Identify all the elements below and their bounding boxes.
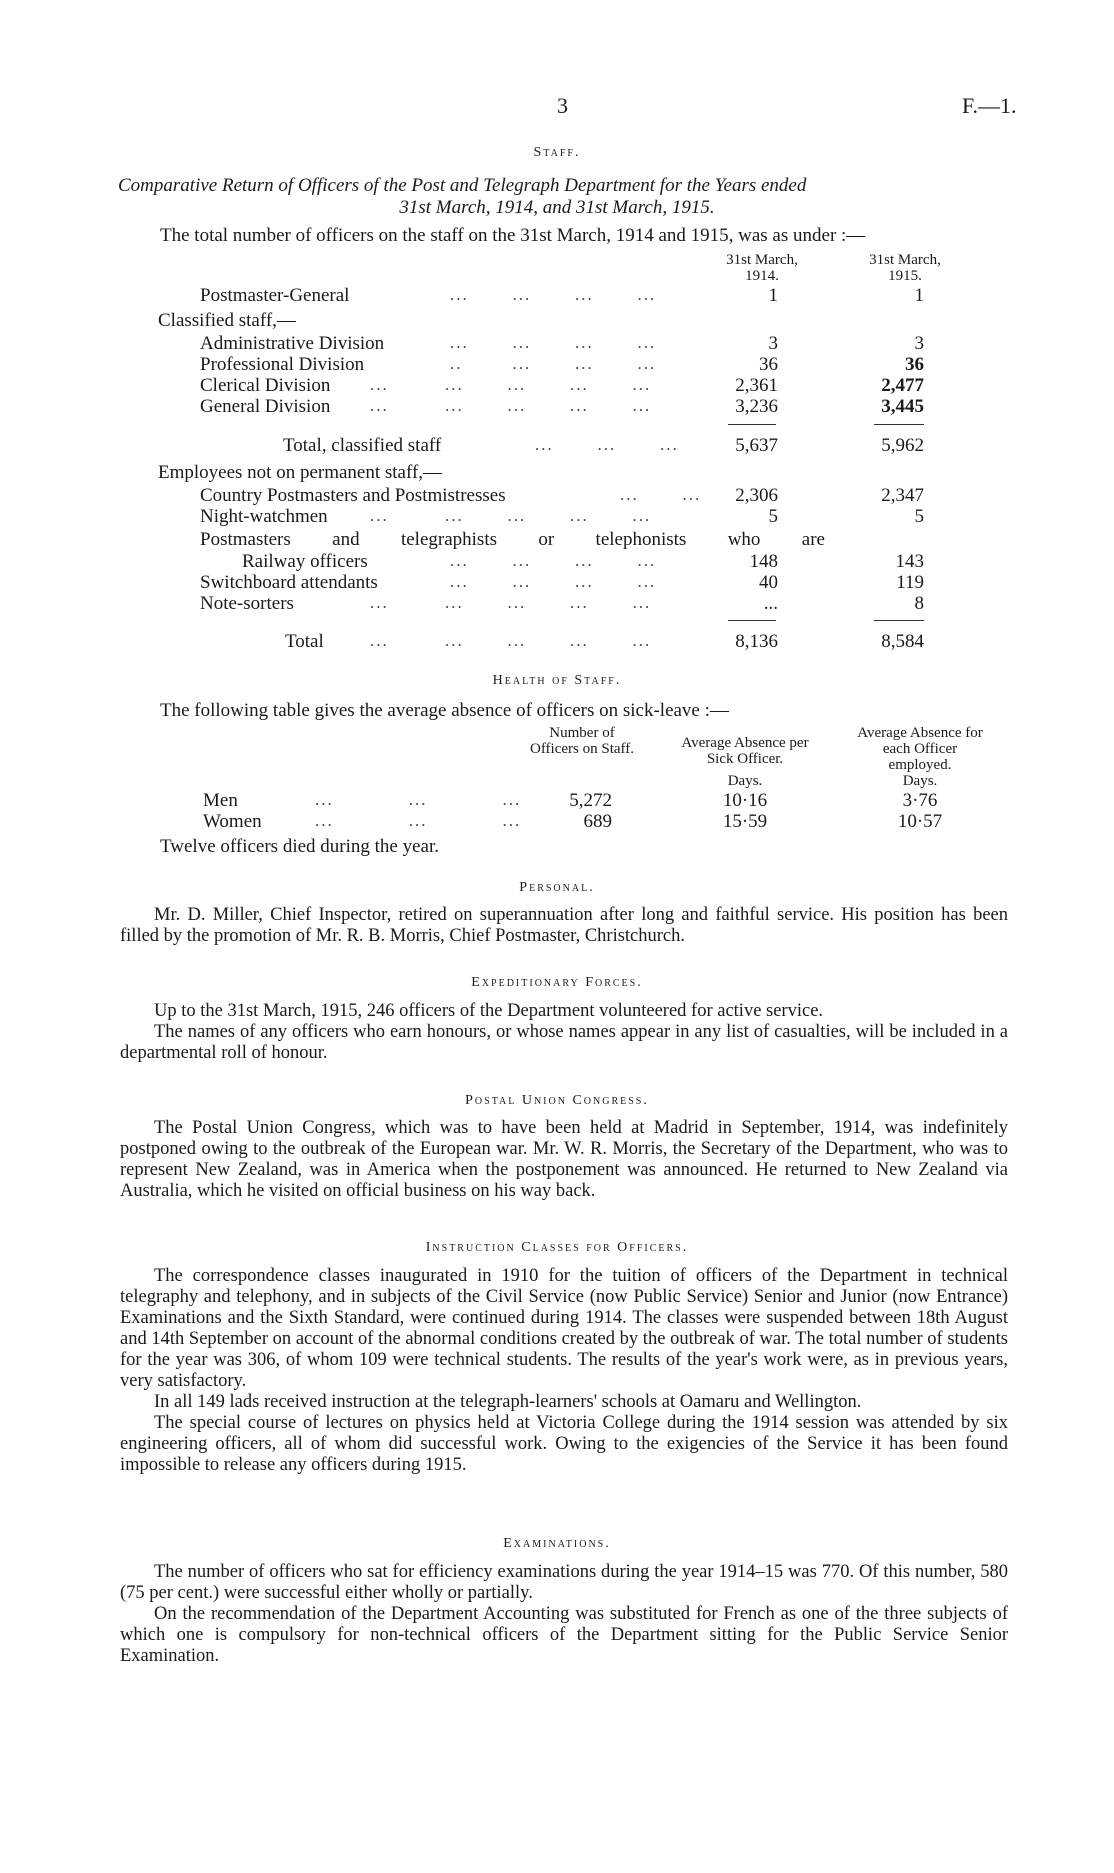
health-women-number: 689: [583, 811, 612, 832]
row-railway-line1: Postmasters and telegraphists or telephonists who are: [200, 529, 825, 550]
examinations-p2: On the recommendation of the Department Accounting was substituted for French as one of the three subjects of which one is compulsory for non-technical officers of the Department sitting for the Public Service Senior Examination.: [120, 1604, 1008, 1666]
total-rule-1914: [728, 620, 776, 621]
health-men-label: Men: [203, 790, 238, 811]
leader-dots: ... ... ... ... ...: [370, 396, 652, 415]
row-switchboard-label: Switchboard attendants: [200, 572, 378, 593]
row-railway-1915: 143: [895, 551, 924, 572]
staff-subtitle-line1: Comparative Return of Officers of the Post and Telegraph Department for the Years ended: [118, 175, 807, 196]
leader-dots: ... ... ... ... ...: [370, 631, 652, 650]
health-men-per-sick: 10·16: [722, 790, 768, 811]
expeditionary-p1: Up to the 31st March, 1915, 246 officers of the Department volunteered for active service.: [154, 1001, 824, 1021]
row-total-classified-1915: 5,962: [881, 435, 924, 456]
row-night-1915: 5: [914, 506, 924, 527]
expeditionary-p2: The names of any officers who earn honours, or whose names appear in any list of casualties, will be included in a departmental roll of honour.: [120, 1022, 1008, 1063]
examinations-heading: Examinations.: [503, 1536, 611, 1551]
row-night-1914: 5: [768, 506, 778, 527]
total-rule-1915: [874, 620, 924, 621]
health-intro: The following table gives the average absence of officers on sick-leave :—: [160, 700, 729, 721]
row-clerical-1915: 2,477: [881, 375, 924, 396]
classified-staff-header: Classified staff,—: [158, 310, 296, 331]
leader-dots: ... ... ... ... ...: [370, 375, 652, 394]
row-total-1914: 8,136: [735, 631, 778, 652]
row-postmaster-general-1915: 1: [914, 285, 924, 306]
row-note-sorters-label: Note-sorters: [200, 593, 294, 614]
row-postmaster-general-1914: 1: [768, 285, 778, 306]
expeditionary-paragraphs: [120, 1001, 1008, 1064]
row-administrative-1915: 3: [914, 333, 924, 354]
row-general-1915: 3,445: [881, 396, 924, 417]
row-professional-label: Professional Division: [200, 354, 365, 375]
staff-col-1914-header: 31st March, 1914.: [726, 252, 798, 284]
row-professional-1915: 36: [905, 354, 924, 375]
leader-dots: ... ... ... ...: [450, 551, 657, 570]
leader-dots: .. ... ... ...: [450, 354, 657, 373]
leader-dots: ... ... ... ... ...: [370, 506, 652, 525]
row-general-label: General Division: [200, 396, 331, 417]
subtotal-rule-1915: [874, 424, 924, 425]
row-total-classified-label: Total, classified staff: [283, 435, 442, 456]
row-switchboard-1914: 40: [759, 572, 778, 593]
health-men-number: 5,272: [569, 790, 612, 811]
health-col-per-officer-header: Average Absence for each Officer employed.: [857, 725, 983, 773]
leader-dots: ... ... ...: [315, 811, 522, 830]
health-men-per-officer: 3·76: [902, 790, 938, 811]
leader-dots: ... ... ... ... ...: [370, 593, 652, 612]
row-country-1915: 2,347: [881, 485, 924, 506]
staff-heading: Staff.: [533, 145, 581, 160]
staff-intro: The total number of officers on the staff on the 31st March, 1914 and 1915, was as under :—: [160, 225, 866, 246]
health-women-label: Women: [203, 811, 262, 832]
postal-union-heading: Postal Union Congress.: [465, 1093, 649, 1108]
health-heading: Health of Staff.: [492, 673, 622, 688]
instruction-p1: The correspondence classes inaugurated in 1910 for the tuition of officers of the Department in technical telegraphy and telephony, and in subjects of the Civil Service (now Public Service) Senior and Junior (now Entrance) Examinations and the Sixth Standard, were continued during 1914. The classes were suspended between 18th August and 14th September on account of the abnormal conditions created by the outbreak of war. The total number of students for the year was 306, of whom 109 were technical students. The results of the year's work were, as in previous years, very satisfactory.: [120, 1266, 1008, 1391]
leader-dots: ... ... ...: [535, 435, 679, 454]
staff-subtitle-line2: 31st March, 1914, and 31st March, 1915.: [399, 197, 715, 218]
health-col-per-sick-header: Average Absence per Sick Officer.: [681, 735, 809, 767]
row-switchboard-1915: 119: [896, 572, 924, 593]
subtotal-rule-1914: [728, 424, 776, 425]
instruction-p3: The special course of lectures on physics held at Victoria College during the 1914 session was attended by six engineering officers, all of whom did successful work. Owing to the exigencies of the Service it has been found impossible to release any officers during 1915.: [120, 1413, 1008, 1475]
leader-dots: ... ... ... ...: [450, 572, 657, 591]
row-administrative-1914: 3: [768, 333, 778, 354]
personal-paragraph: [120, 905, 1008, 947]
row-total-classified-1914: 5,637: [735, 435, 778, 456]
row-general-1914: 3,236: [735, 396, 778, 417]
row-note-sorters-1915: 8: [914, 593, 924, 614]
personal-text: Mr. D. Miller, Chief Inspector, retired on superannuation after long and faithful service. His position has been filled by the promotion of Mr. R. B. Morris, Chief Postmaster, Christchurch.: [120, 905, 1008, 946]
row-note-sorters-1914: ...: [763, 593, 778, 614]
instruction-p2: In all 149 lads received instruction at the telegraph-learners' schools at Oamaru and Wellington.: [154, 1392, 862, 1412]
examinations-paragraphs: [120, 1562, 1008, 1667]
row-administrative-label: Administrative Division: [200, 333, 385, 354]
row-railway-label: Railway officers: [242, 551, 368, 572]
health-women-per-sick: 15·59: [722, 811, 768, 832]
row-railway-1914: 148: [749, 551, 778, 572]
row-professional-1914: 36: [759, 354, 778, 375]
examinations-p1: The number of officers who sat for efficiency examinations during the year 1914–15 was 770. Of this number, 580 (75 per cent.) were successful either wholly or partially.: [120, 1562, 1008, 1603]
row-country-1914: 2,306: [735, 485, 778, 506]
personal-heading: Personal.: [519, 880, 595, 895]
row-night-label: Night-watchmen: [200, 506, 328, 527]
row-total-label: Total: [285, 631, 324, 652]
health-unit-per-officer: Days.: [902, 773, 938, 789]
health-women-per-officer: 10·57: [897, 811, 943, 832]
expeditionary-heading: Expeditionary Forces.: [471, 975, 643, 990]
staff-col-1915-header: 31st March, 1915.: [869, 252, 941, 284]
health-unit-per-sick: Days.: [727, 773, 763, 789]
row-postmaster-general-label: Postmaster-General: [200, 285, 350, 306]
row-clerical-label: Clerical Division: [200, 375, 331, 396]
postal-union-paragraph: [120, 1118, 1008, 1202]
row-total-1915: 8,584: [881, 631, 924, 652]
row-clerical-1914: 2,361: [735, 375, 778, 396]
health-deaths: Twelve officers died during the year.: [160, 836, 439, 857]
leader-dots: ... ... ...: [315, 790, 522, 809]
leader-dots: ... ... ... ...: [450, 285, 657, 304]
page-number: 3: [557, 93, 568, 118]
row-country-label: Country Postmasters and Postmistresses: [200, 485, 506, 506]
instruction-paragraphs: [120, 1266, 1008, 1476]
leader-dots: ... ...: [620, 485, 702, 504]
leader-dots: ... ... ... ...: [450, 333, 657, 352]
health-col-number-header: Number of Officers on Staff.: [529, 725, 634, 757]
page-reference: F.—1.: [962, 93, 1017, 118]
instruction-heading: Instruction Classes for Officers.: [425, 1240, 689, 1255]
employees-header: Employees not on permanent staff,—: [158, 462, 443, 483]
postal-union-text: The Postal Union Congress, which was to have been held at Madrid in September, 1914, was indefinitely postponed owing to the outbreak of the European war. Mr. W. R. Morris, the Secretary of the Department, who was to represent New Zealand, was in America when the postponement was announced. He returned to New Zealand via Australia, which he visited on official business on his way back.: [120, 1118, 1008, 1201]
